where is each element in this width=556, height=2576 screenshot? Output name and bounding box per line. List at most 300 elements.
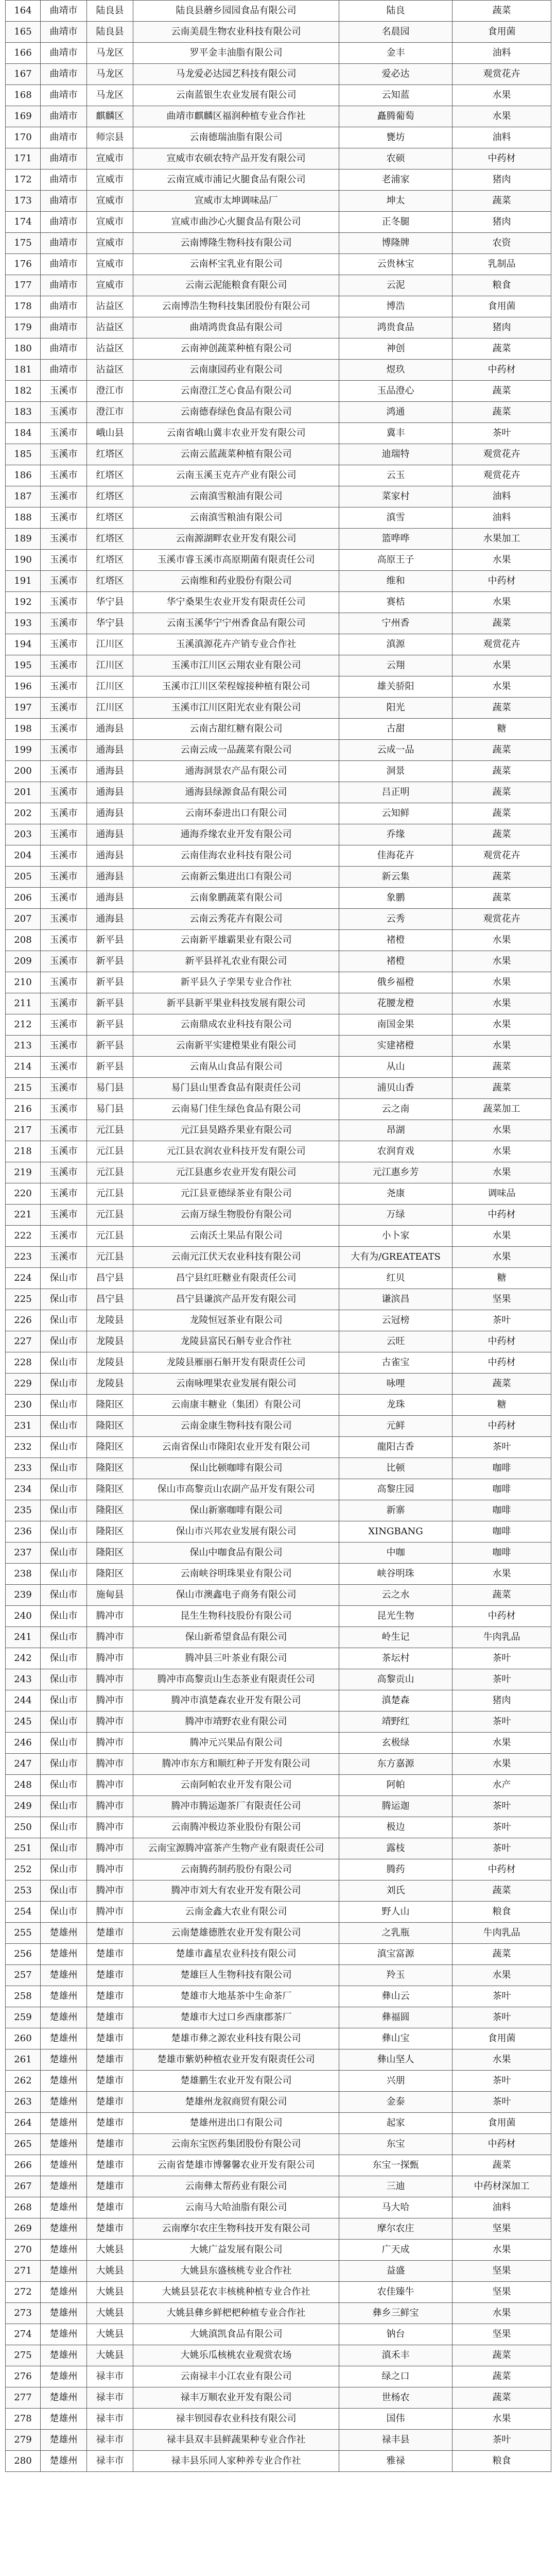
county-cell: 元江县 (87, 1205, 133, 1226)
row-number-cell: 237 (6, 1543, 41, 1564)
city-cell: 楚雄州 (41, 1944, 87, 1965)
brand-cell: 绿之口 (339, 2366, 453, 2387)
city-cell: 楚雄州 (41, 2345, 87, 2366)
city-cell: 玉溪市 (41, 782, 87, 803)
category-cell: 蔬菜 (453, 2155, 551, 2176)
company-cell: 云南新平实建橙果业有限公司 (133, 1036, 339, 1057)
city-cell: 保山市 (41, 1521, 87, 1543)
brand-cell: 刘氏 (339, 1880, 453, 1902)
table-row (6, 465, 551, 486)
county-cell: 腾冲市 (87, 1775, 133, 1796)
category-cell: 茶叶 (453, 423, 551, 444)
county-cell: 红塔区 (87, 444, 133, 465)
brand-cell: 彝山宝 (339, 2028, 453, 2049)
brand-cell: 广天成 (339, 2240, 453, 2261)
county-cell: 腾冲市 (87, 1754, 133, 1775)
row-number-cell: 221 (6, 1205, 41, 1226)
company-cell: 楚雄市彝之源农业科技有限公司 (133, 2028, 339, 2049)
brand-cell: 从山 (339, 1057, 453, 1078)
company-cell: 楚雄州龙叙商贸有限公司 (133, 2092, 339, 2113)
table-row (6, 845, 551, 867)
county-cell: 陆良县 (87, 1, 133, 22)
row-number-cell: 276 (6, 2366, 41, 2387)
brand-cell: 云知蓝 (339, 85, 453, 106)
category-cell: 咖啡 (453, 1543, 551, 1564)
row-number-cell: 253 (6, 1880, 41, 1902)
table-row (6, 1268, 551, 1289)
county-cell: 腾冲市 (87, 1690, 133, 1711)
county-cell: 昌宁县 (87, 1268, 133, 1289)
category-cell: 茶叶 (453, 1648, 551, 1669)
table-row (6, 1374, 551, 1395)
city-cell: 保山市 (41, 1458, 87, 1479)
category-cell: 咖啡 (453, 1479, 551, 1500)
city-cell: 曲靖市 (41, 1, 87, 22)
category-cell: 水果 (453, 106, 551, 127)
brand-cell: 世杨农 (339, 2387, 453, 2409)
city-cell: 玉溪市 (41, 1099, 87, 1120)
brand-cell: 彝山云 (339, 1986, 453, 2007)
city-cell: 玉溪市 (41, 803, 87, 824)
company-cell: 大姚广益发展有限公司 (133, 2240, 339, 2261)
row-number-cell: 261 (6, 2049, 41, 2071)
table-row (6, 571, 551, 592)
row-number-cell: 215 (6, 1078, 41, 1099)
city-cell: 曲靖市 (41, 64, 87, 85)
county-cell: 澄江市 (87, 381, 133, 402)
row-number-cell: 257 (6, 1965, 41, 1986)
county-cell: 楚雄市 (87, 2134, 133, 2155)
table-row (6, 1543, 551, 1564)
city-cell: 保山市 (41, 1902, 87, 1923)
company-cell: 云南易门佳生绿色食品有限公司 (133, 1099, 339, 1120)
row-number-cell: 247 (6, 1754, 41, 1775)
company-cell: 云南云蓝蔬菜种植有限公司 (133, 444, 339, 465)
company-cell: 大姚县昙花农丰核桃种植专业合作社 (133, 2282, 339, 2303)
county-cell: 华宁县 (87, 592, 133, 613)
table-row (6, 1057, 551, 1078)
city-cell: 玉溪市 (41, 381, 87, 402)
city-cell: 保山市 (41, 1416, 87, 1437)
row-number-cell: 226 (6, 1310, 41, 1331)
table-row (6, 613, 551, 634)
county-cell: 陆良县 (87, 22, 133, 43)
category-cell: 茶叶 (453, 1437, 551, 1458)
table-row (6, 1711, 551, 1733)
brand-cell: 云秀 (339, 909, 453, 930)
table-row (6, 2092, 551, 2113)
county-cell: 大姚县 (87, 2282, 133, 2303)
category-cell: 观赏花卉 (453, 634, 551, 655)
row-number-cell: 222 (6, 1226, 41, 1247)
county-cell: 腾冲市 (87, 1627, 133, 1648)
category-cell: 蔬菜 (453, 381, 551, 402)
row-number-cell: 183 (6, 402, 41, 423)
table-row (6, 1014, 551, 1036)
company-cell: 保山新希望食品有限公司 (133, 1627, 339, 1648)
city-cell: 曲靖市 (41, 233, 87, 254)
brand-cell: 篮哗哗 (339, 529, 453, 550)
brand-cell: 爱必达 (339, 64, 453, 85)
brand-cell: 滇源 (339, 634, 453, 655)
row-number-cell: 241 (6, 1627, 41, 1648)
county-cell: 通海县 (87, 909, 133, 930)
brand-cell: 羚玉 (339, 1965, 453, 1986)
row-number-cell: 206 (6, 888, 41, 909)
county-cell: 马龙区 (87, 43, 133, 64)
brand-cell: 象鹏 (339, 888, 453, 909)
county-cell: 宣威市 (87, 275, 133, 296)
table-row (6, 1205, 551, 1226)
city-cell: 楚雄州 (41, 2366, 87, 2387)
table-row (6, 930, 551, 951)
county-cell: 楚雄市 (87, 1965, 133, 1986)
row-number-cell: 245 (6, 1711, 41, 1733)
table-row (6, 1099, 551, 1120)
company-cell: 云南宝源腾冲富茶产生物产业有限责任公司 (133, 1838, 339, 1859)
county-cell: 楚雄市 (87, 2155, 133, 2176)
row-number-cell: 179 (6, 317, 41, 338)
brand-cell: 滇楚森 (339, 1690, 453, 1711)
city-cell: 曲靖市 (41, 212, 87, 233)
category-cell: 坚果 (453, 2282, 551, 2303)
brand-cell: 高黎贡山 (339, 1669, 453, 1690)
county-cell: 红塔区 (87, 465, 133, 486)
brand-cell: 龍阳古香 (339, 1437, 453, 1458)
city-cell: 保山市 (41, 1880, 87, 1902)
company-cell: 腾冲县三叶茶业有限公司 (133, 1648, 339, 1669)
company-cell: 云南咏哩果农业发展有限公司 (133, 1374, 339, 1395)
brand-cell: 博隆牌 (339, 233, 453, 254)
brand-cell: 雄关骄阳 (339, 676, 453, 698)
city-cell: 玉溪市 (41, 824, 87, 845)
county-cell: 楚雄市 (87, 2176, 133, 2197)
county-cell: 红塔区 (87, 571, 133, 592)
category-cell: 中药材 (453, 2134, 551, 2155)
row-number-cell: 280 (6, 2451, 41, 2472)
brand-cell: 云翔 (339, 655, 453, 676)
row-number-cell: 232 (6, 1437, 41, 1458)
category-cell: 水果 (453, 2303, 551, 2324)
row-number-cell: 169 (6, 106, 41, 127)
row-number-cell: 228 (6, 1352, 41, 1374)
county-cell: 新平县 (87, 1057, 133, 1078)
brand-cell: 洞景 (339, 761, 453, 782)
company-cell: 云南蓝银生农业发展有限公司 (133, 85, 339, 106)
category-cell: 水果 (453, 1965, 551, 1986)
category-cell: 糖 (453, 1395, 551, 1416)
category-cell: 茶叶 (453, 1838, 551, 1859)
row-number-cell: 254 (6, 1902, 41, 1923)
county-cell: 宣威市 (87, 254, 133, 275)
county-cell: 楚雄市 (87, 1923, 133, 1944)
table-row (6, 1500, 551, 1521)
category-cell: 水果 (453, 1036, 551, 1057)
brand-cell: 小卜家 (339, 1226, 453, 1247)
company-cell: 保山新寨咖啡有限公司 (133, 1500, 339, 1521)
category-cell: 茶叶 (453, 1817, 551, 1838)
county-cell: 楚雄市 (87, 1986, 133, 2007)
row-number-cell: 197 (6, 698, 41, 719)
table-row (6, 1141, 551, 1162)
company-cell: 禄丰万顺农业开发有限公司 (133, 2387, 339, 2409)
category-cell: 坚果 (453, 2324, 551, 2345)
company-cell: 大姚县彝乡鲜杷杷种植专业合作社 (133, 2303, 339, 2324)
brand-cell: 南国金果 (339, 1014, 453, 1036)
county-cell: 通海县 (87, 719, 133, 740)
table-row (6, 550, 551, 571)
city-cell: 玉溪市 (41, 698, 87, 719)
county-cell: 江川区 (87, 634, 133, 655)
category-cell: 水果 (453, 972, 551, 993)
brand-cell: 东宝一探甄 (339, 2155, 453, 2176)
city-cell: 保山市 (41, 1690, 87, 1711)
category-cell: 水果 (453, 592, 551, 613)
city-cell: 玉溪市 (41, 634, 87, 655)
row-number-cell: 240 (6, 1606, 41, 1627)
county-cell: 腾冲市 (87, 1796, 133, 1817)
category-cell: 乳制品 (453, 254, 551, 275)
company-cell: 玉溪滇源花卉产销专业合作社 (133, 634, 339, 655)
county-cell: 易门县 (87, 1078, 133, 1099)
county-cell: 腾冲市 (87, 1859, 133, 1880)
brand-cell: 极边 (339, 1817, 453, 1838)
city-cell: 楚雄州 (41, 2155, 87, 2176)
county-cell: 龙陵县 (87, 1374, 133, 1395)
brand-cell: 古甜 (339, 719, 453, 740)
brand-cell: 元鲜 (339, 1416, 453, 1437)
company-cell: 云南阿帕农业开发有限公司 (133, 1775, 339, 1796)
row-number-cell: 239 (6, 1585, 41, 1606)
table-row (6, 338, 551, 360)
brand-cell: 腾运迦 (339, 1796, 453, 1817)
row-number-cell: 164 (6, 1, 41, 22)
table-row (6, 993, 551, 1014)
brand-cell: 佳海花卉 (339, 845, 453, 867)
county-cell: 元江县 (87, 1120, 133, 1141)
company-cell: 云南腾冲极边茶业股份有限公司 (133, 1817, 339, 1838)
row-number-cell: 219 (6, 1162, 41, 1183)
company-cell: 云南博隆生物科技有限公司 (133, 233, 339, 254)
table-row (6, 191, 551, 212)
city-cell: 楚雄州 (41, 2049, 87, 2071)
category-cell: 油料 (453, 2197, 551, 2218)
county-cell: 禄丰市 (87, 2366, 133, 2387)
brand-cell: 矗腾葡萄 (339, 106, 453, 127)
county-cell: 隆阳区 (87, 1458, 133, 1479)
row-number-cell: 172 (6, 170, 41, 191)
county-cell: 大姚县 (87, 2324, 133, 2345)
row-number-cell: 262 (6, 2071, 41, 2092)
company-cell: 楚雄市大过口乡西康郡茶厂 (133, 2007, 339, 2028)
table-row (6, 2430, 551, 2451)
city-cell: 玉溪市 (41, 1247, 87, 1268)
brand-cell: 起家 (339, 2113, 453, 2134)
row-number-cell: 174 (6, 212, 41, 233)
brand-cell: 滇禾丰 (339, 2345, 453, 2366)
category-cell: 蔬菜 (453, 867, 551, 888)
table-row (6, 1859, 551, 1880)
table-row (6, 1247, 551, 1268)
table-row (6, 233, 551, 254)
row-number-cell: 246 (6, 1733, 41, 1754)
category-cell: 水果 (453, 2240, 551, 2261)
company-cell: 云南玉溪玉克卉产业有限公司 (133, 465, 339, 486)
row-number-cell: 235 (6, 1500, 41, 1521)
city-cell: 保山市 (41, 1310, 87, 1331)
city-cell: 楚雄州 (41, 2261, 87, 2282)
brand-cell: 国伟 (339, 2409, 453, 2430)
county-cell: 宣威市 (87, 212, 133, 233)
category-cell: 水果 (453, 1226, 551, 1247)
city-cell: 玉溪市 (41, 402, 87, 423)
row-number-cell: 199 (6, 740, 41, 761)
company-cell: 云南宣威市浦记火腿食品有限公司 (133, 170, 339, 191)
category-cell: 蔬菜 (453, 1944, 551, 1965)
table-row (6, 1289, 551, 1310)
city-cell: 玉溪市 (41, 1036, 87, 1057)
county-cell: 腾冲市 (87, 1880, 133, 1902)
row-number-cell: 211 (6, 993, 41, 1014)
row-number-cell: 231 (6, 1416, 41, 1437)
category-cell: 牛肉乳品 (453, 1923, 551, 1944)
city-cell: 曲靖市 (41, 191, 87, 212)
brand-cell: 菜家村 (339, 486, 453, 507)
brand-cell: 神创 (339, 338, 453, 360)
brand-cell: 老浦家 (339, 170, 453, 191)
row-number-cell: 249 (6, 1796, 41, 1817)
brand-cell: 高原王子 (339, 550, 453, 571)
brand-cell: 玉品澄心 (339, 381, 453, 402)
company-cell: 玉溪市睿玉溪市高原期菌有限责任公司 (133, 550, 339, 571)
brand-cell: 鸿通 (339, 402, 453, 423)
table-row (6, 1120, 551, 1141)
row-number-cell: 273 (6, 2303, 41, 2324)
brand-cell: 农佳臻牛 (339, 2282, 453, 2303)
row-number-cell: 213 (6, 1036, 41, 1057)
row-number-cell: 274 (6, 2324, 41, 2345)
table-row (6, 85, 551, 106)
category-cell: 中药材 (453, 1205, 551, 1226)
county-cell: 红塔区 (87, 529, 133, 550)
table-row (6, 1416, 551, 1437)
brand-cell: 赛桔 (339, 592, 453, 613)
brand-cell: 吕正明 (339, 782, 453, 803)
category-cell: 蔬菜 (453, 1, 551, 22)
category-cell: 水果 (453, 1014, 551, 1036)
county-cell: 江川区 (87, 698, 133, 719)
company-cell: 云南美晨生物农业科技有限公司 (133, 22, 339, 43)
city-cell: 楚雄州 (41, 2134, 87, 2155)
brand-cell: 坤太 (339, 191, 453, 212)
city-cell: 楚雄州 (41, 2430, 87, 2451)
row-number-cell: 250 (6, 1817, 41, 1838)
brand-cell: 浦贝山香 (339, 1078, 453, 1099)
row-number-cell: 256 (6, 1944, 41, 1965)
row-number-cell: 203 (6, 824, 41, 845)
category-cell: 食用菌 (453, 296, 551, 317)
county-cell: 龙陵县 (87, 1352, 133, 1374)
category-cell: 蔬菜 (453, 824, 551, 845)
company-cell: 云南禄丰小江农业有限公司 (133, 2366, 339, 2387)
company-cell: 保山中咖食品有限公司 (133, 1543, 339, 1564)
city-cell: 玉溪市 (41, 719, 87, 740)
city-cell: 玉溪市 (41, 909, 87, 930)
category-cell: 中药材 (453, 1352, 551, 1374)
table-row (6, 2134, 551, 2155)
brand-cell: 云玉 (339, 465, 453, 486)
category-cell: 水果 (453, 1162, 551, 1183)
category-cell: 水产 (453, 1775, 551, 1796)
row-number-cell: 255 (6, 1923, 41, 1944)
brand-cell: 钠台 (339, 2324, 453, 2345)
city-cell: 玉溪市 (41, 529, 87, 550)
city-cell: 楚雄州 (41, 2303, 87, 2324)
company-cell: 云南云秀花卉有限公司 (133, 909, 339, 930)
category-cell: 茶叶 (453, 1669, 551, 1690)
brand-cell: 迪瑞特 (339, 444, 453, 465)
row-number-cell: 180 (6, 338, 41, 360)
category-cell: 油料 (453, 127, 551, 148)
county-cell: 腾冲市 (87, 1711, 133, 1733)
category-cell: 中药材 (453, 571, 551, 592)
city-cell: 楚雄州 (41, 1965, 87, 1986)
county-cell: 华宁县 (87, 613, 133, 634)
row-number-cell: 270 (6, 2240, 41, 2261)
county-cell: 通海县 (87, 803, 133, 824)
table-row (6, 1754, 551, 1775)
city-cell: 玉溪市 (41, 888, 87, 909)
category-cell: 水果 (453, 993, 551, 1014)
row-number-cell: 195 (6, 655, 41, 676)
city-cell: 楚雄州 (41, 2028, 87, 2049)
company-cell: 玉溪市江川区阳光农业有限公司 (133, 698, 339, 719)
company-cell: 云南滇雪粮油有限公司 (133, 486, 339, 507)
brand-cell: 维和 (339, 571, 453, 592)
county-cell: 马龙区 (87, 64, 133, 85)
category-cell: 茶叶 (453, 1796, 551, 1817)
company-cell: 宣威市农硕农特产品开发有限公司 (133, 148, 339, 170)
brand-cell: 摩尔农庄 (339, 2218, 453, 2240)
city-cell: 曲靖市 (41, 43, 87, 64)
brand-cell: 滇宝富源 (339, 1944, 453, 1965)
company-cell: 腾冲市靖野农业有限公司 (133, 1711, 339, 1733)
row-number-cell: 248 (6, 1775, 41, 1796)
table-row (6, 296, 551, 317)
row-number-cell: 208 (6, 930, 41, 951)
table-row (6, 529, 551, 550)
row-number-cell: 168 (6, 85, 41, 106)
table-row (6, 1352, 551, 1374)
row-number-cell: 224 (6, 1268, 41, 1289)
table-row (6, 2261, 551, 2282)
category-cell: 食用菌 (453, 2028, 551, 2049)
brand-cell: 茶坛村 (339, 1648, 453, 1669)
company-cell: 元江县亚德绿茶业有限公司 (133, 1183, 339, 1205)
company-cell: 禄丰县双丰县鲜蔬果种专业合作社 (133, 2430, 339, 2451)
city-cell: 保山市 (41, 1564, 87, 1585)
company-cell: 元江县昊路乔果业有限公司 (133, 1120, 339, 1141)
row-number-cell: 234 (6, 1479, 41, 1500)
county-cell: 腾冲市 (87, 1838, 133, 1859)
city-cell: 玉溪市 (41, 1162, 87, 1183)
table-row (6, 1669, 551, 1690)
table-row (6, 1585, 551, 1606)
company-cell: 云南马大哈油脂有限公司 (133, 2197, 339, 2218)
brand-cell: 峡谷明珠 (339, 1564, 453, 1585)
city-cell: 保山市 (41, 1711, 87, 1733)
brand-cell: 彝山坚人 (339, 2049, 453, 2071)
